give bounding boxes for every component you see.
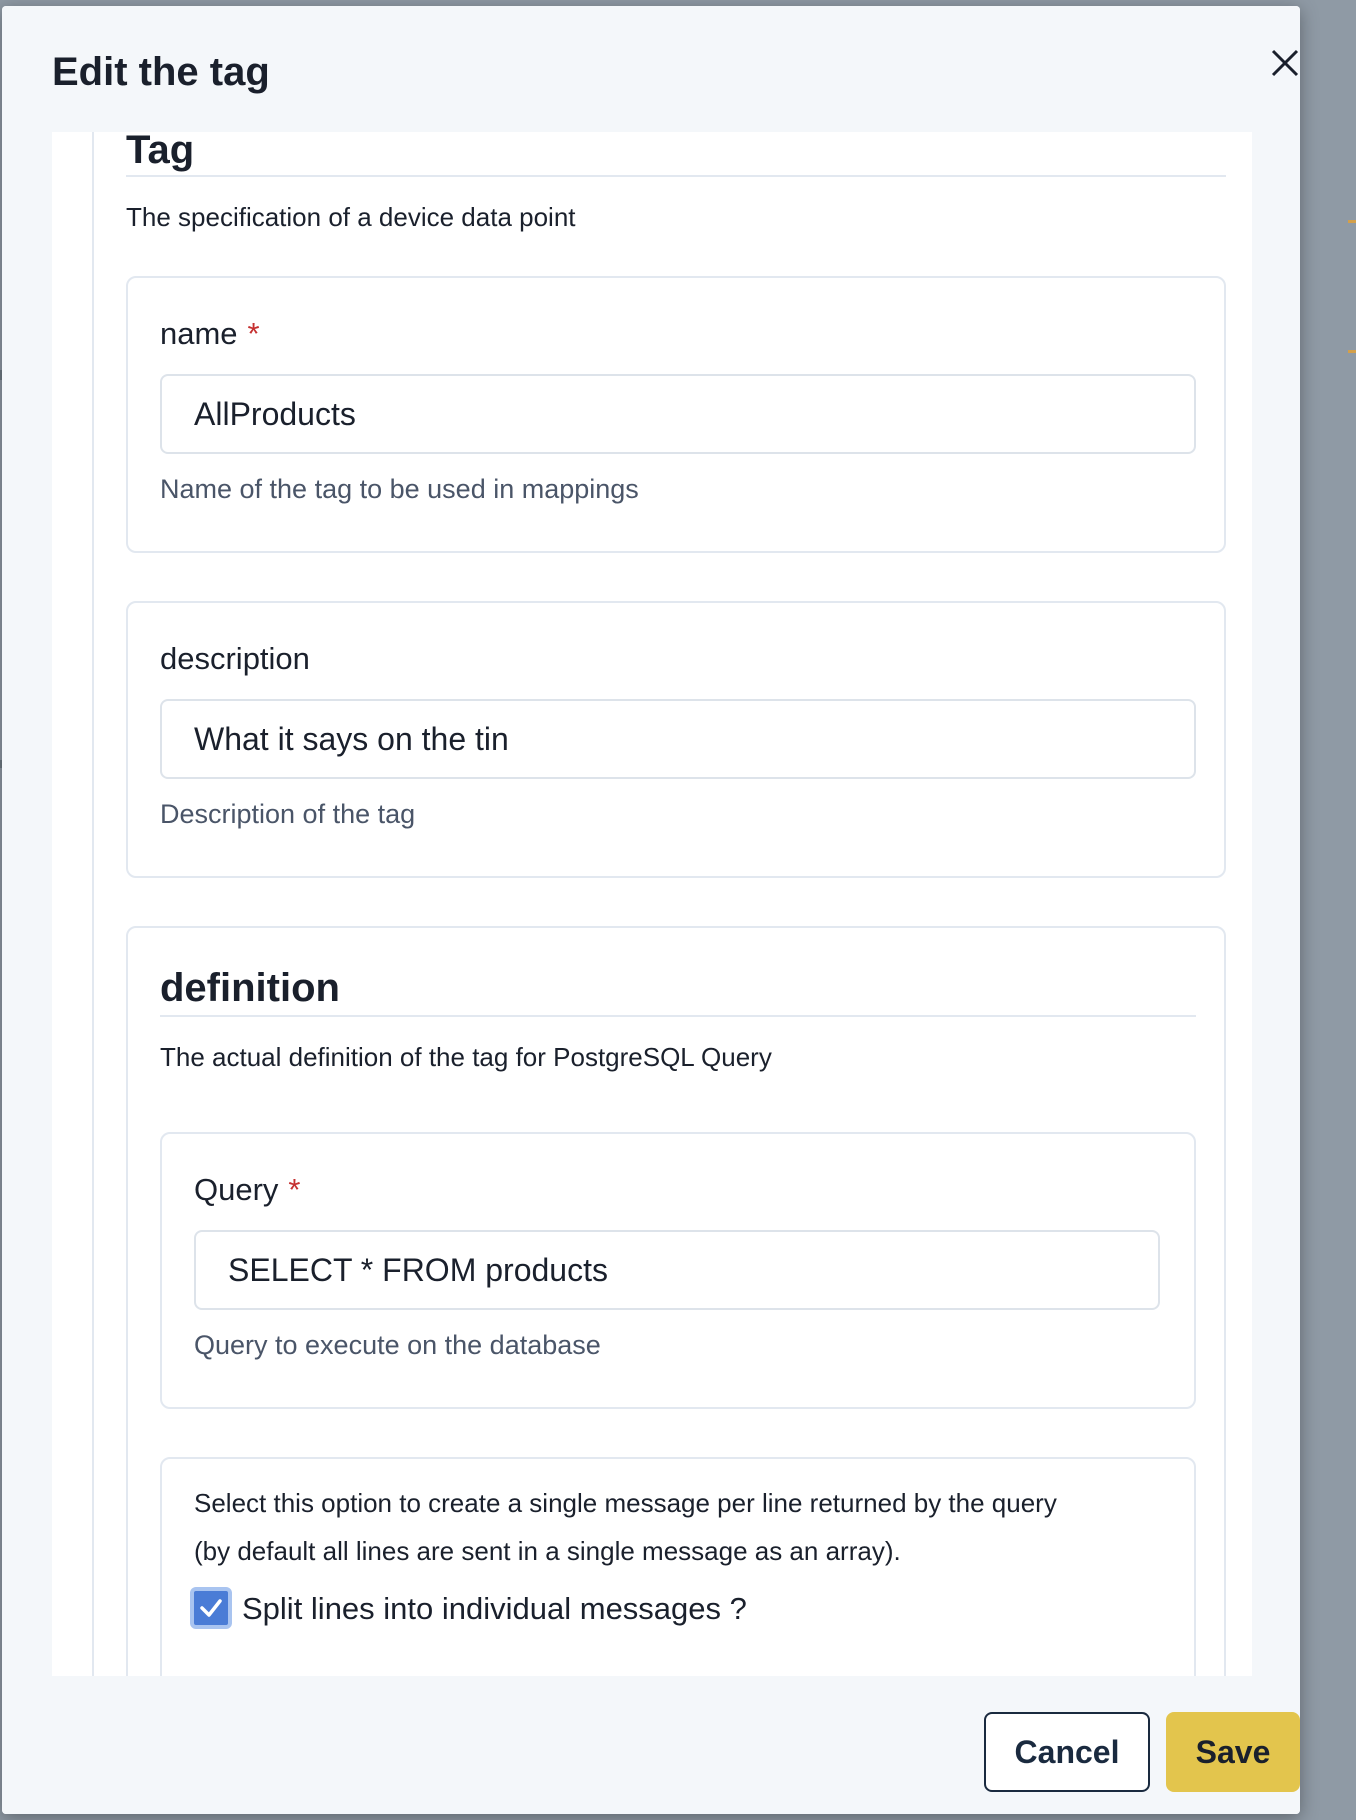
query-input[interactable] [194,1230,1160,1310]
close-icon [1270,48,1300,78]
dialog-header [2,6,1300,132]
description-helper-text: Description of the tag [160,799,416,829]
dialog-footer [2,1676,1300,1814]
backdrop-accent [1348,350,1356,353]
dialog-title: Edit the tag [52,50,270,94]
tag-section-description: The specification of a device data point [126,202,576,232]
definition-section-description: The actual definition of the tag for PostgreSQL Query [160,1042,772,1072]
name-label [160,316,260,352]
name-helper-text: Name of the tag to be used in mappings [160,474,639,504]
cancel-button[interactable]: Cancel [984,1712,1150,1792]
name-field-group [126,276,1226,553]
split-option-description-line2: (by default all lines are sent in a single message as an array). [194,1536,901,1566]
name-label-text: name [160,316,238,351]
dialog-body[interactable] [52,132,1300,1676]
required-marker: * [288,1172,301,1207]
definition-group [126,926,1226,1676]
description-label: description [160,641,310,676]
description-field-group [126,601,1226,878]
definition-section-title: definition [160,966,340,1010]
split-lines-label[interactable]: Split lines into individual messages ? [242,1591,747,1626]
tag-section-title: Tag [126,132,195,172]
definition-section-divider [160,1015,1196,1017]
checkmark-icon [199,1596,223,1620]
required-marker: * [247,316,260,351]
query-label-text: Query [194,1172,279,1207]
split-option-group [160,1457,1196,1676]
backdrop-accent [1348,220,1356,223]
query-label [194,1172,301,1208]
tag-form-panel [92,132,1259,1676]
split-lines-checkbox[interactable] [190,1587,232,1629]
save-button[interactable]: Save [1166,1712,1300,1792]
name-input[interactable] [160,374,1196,454]
split-option-description [194,1479,1057,1575]
dialog-scroll-rail [1252,132,1300,1676]
query-helper-text: Query to execute on the database [194,1330,601,1360]
close-button[interactable] [1262,40,1300,86]
edit-tag-dialog [2,6,1300,1814]
query-field-group [160,1132,1196,1409]
description-input[interactable] [160,699,1196,779]
tag-section-divider [126,175,1226,177]
split-option-description-line1: Select this option to create a single message per line returned by the query [194,1488,1057,1518]
